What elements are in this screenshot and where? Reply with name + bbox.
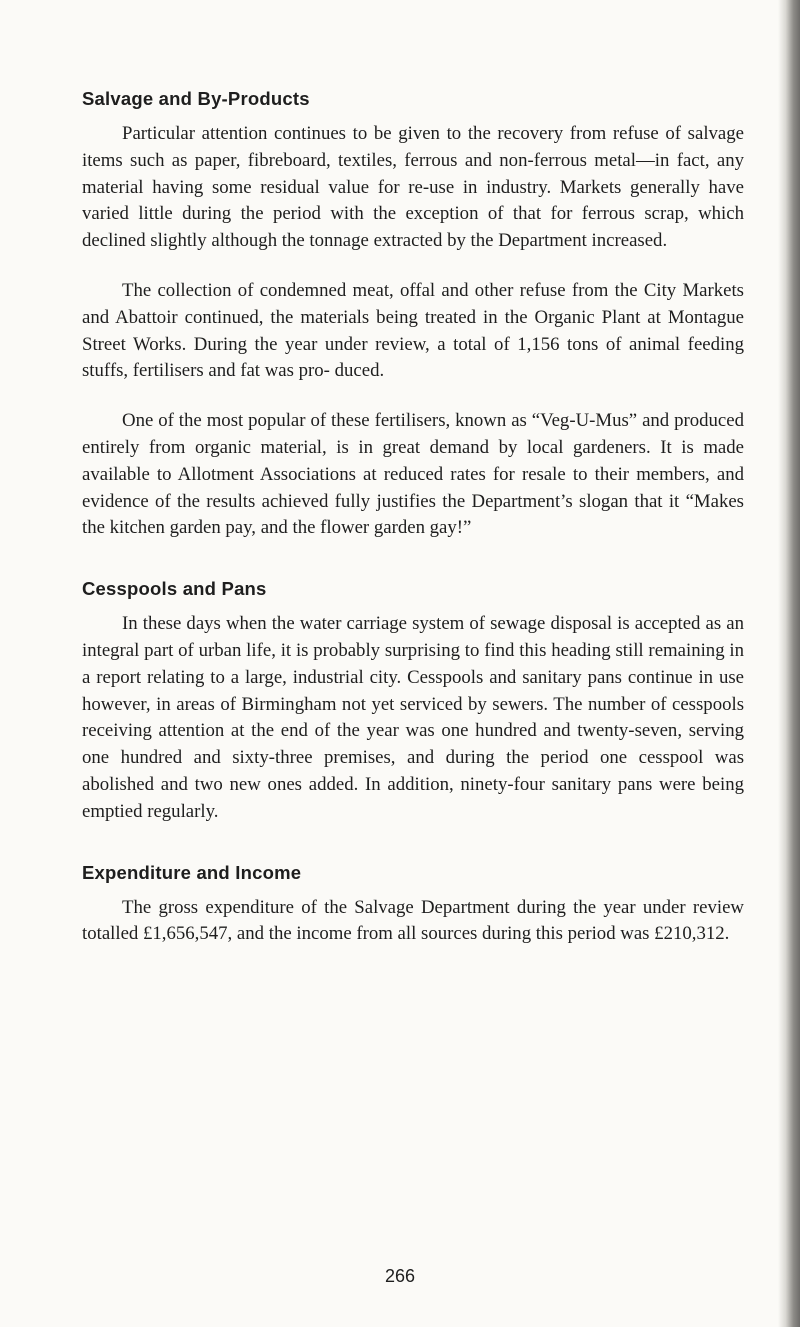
- paragraph-expenditure: The gross expenditure of the Salvage Department during the year under review totalled £1,656,547, and the income from all sources during this period was £210,312.: [82, 896, 744, 945]
- section-heading-salvage: Salvage and By-Products: [82, 88, 310, 109]
- section-heading-cesspools: Cesspools and Pans: [82, 578, 267, 600]
- paragraph-veg-u-mus: One of the most popular of these fertilisers, known as “Veg-U-Mus” and produced entirely from organic material, is in great demand by local gardeners. It is made available to Allotment Associations at reduced rates for resale to their members, and evidence of the results achieved fully justifies the Department’s slogan that it “Makes the kitchen garden pay, and the flower garden gay!”: [82, 410, 744, 539]
- page-edge-shadow: [778, 0, 800, 1327]
- paragraph-salvage-recovery: Particular attention continues to be given to the recovery from refuse of salvage items such as paper, fibreboard, textiles, ferrous and non-ferrous metal—in fact, any material having some residual value for re-use in industry. Markets generally have varied little during the period with the exception of that for ferrous scrap, which declined slightly although the tonnage extracted by the Department increased.: [82, 123, 744, 252]
- paragraph-organic-plant: The collection of condemned meat, offal and other refuse from the City Markets and Abattoir continued, the materials being treated in the Organic Plant at Montague Street Works. During the year under review, a total of 1,156 tons of animal feeding stuffs, fertilisers and fat was pro- duced.: [82, 279, 744, 382]
- section-heading-expenditure: Expenditure and Income: [82, 861, 302, 883]
- document-body: [82, 86, 744, 948]
- paragraph-cesspools: In these days when the water carriage system of sewage disposal is accepted as an integral part of urban life, it is probably surprising to find this heading still remaining in a report relating to a large, industrial city. Cesspools and sanitary pans continue in use however, in areas of Birmingham not yet serviced by sewers. The number of cesspools receiving attention at the end of the year was one hundred and twenty-seven, serving one hundred and sixty-three premises, and during the period one cesspool was abolished and two new ones added. In addition, ninety-four sanitary pans were being emptied regularly.: [82, 613, 744, 822]
- section-expenditure: [82, 860, 744, 949]
- section-cesspools: [82, 576, 744, 825]
- page-number: 266: [384, 1266, 416, 1286]
- section-salvage: [82, 86, 744, 542]
